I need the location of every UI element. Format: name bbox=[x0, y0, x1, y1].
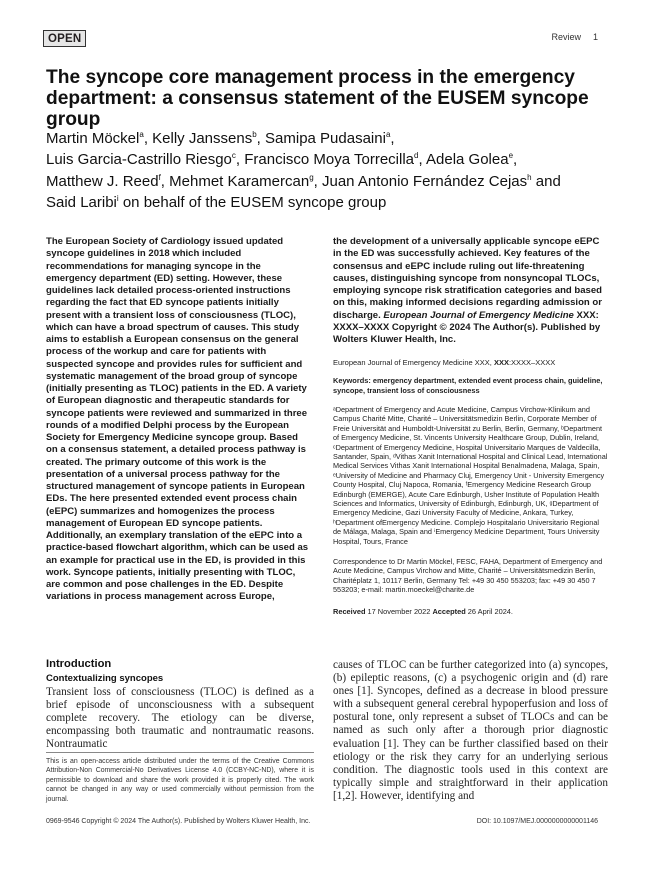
accepted-label: Accepted bbox=[432, 607, 466, 616]
abstract-text-continued bbox=[333, 236, 607, 346]
author-affiliation-mark: a bbox=[385, 130, 391, 139]
citation-text: XXX, bbox=[472, 358, 494, 367]
author-affiliation-mark: h bbox=[527, 172, 532, 182]
article-title: The syncope core management process in the emergency department: a consensus statement of the EUSEM syncope group bbox=[46, 67, 589, 130]
author-name: Kelly Janssens bbox=[152, 130, 253, 147]
author-separator: , bbox=[513, 151, 518, 169]
author-name: Juan Antonio Fernández Cejas bbox=[322, 172, 528, 190]
correspondence: Correspondence to Dr Martin Möckel, FESC, FAHA, Department of Emergency and Acute Medicine, Campus Virchow and Mitte, Charité – Universitätsmedizin Berlin, Charitéplatz 1, 10117 Berlin, Germany Tel: +49 30 450 553203; fax: +49 30 450 7 553203; e-mail: martin.moeckel@charite.de bbox=[333, 557, 603, 595]
author-separator: , bbox=[418, 151, 426, 169]
section-heading: Introduction bbox=[46, 658, 112, 670]
copyright-text: XXX: XXXX–XXXX Copyright © 2024 The Author(s). Published by Wolters Kluwer Health, Inc. bbox=[333, 309, 601, 345]
affiliations: ᵃDepartment of Emergency and Acute Medicine, Campus Virchow-Klinikum and Campus Charité Mitte, Charité – Universitätsmedizin Berlin, Corporate Member of Freie Universität and Humboldt-Universität zu Berlin, Berlin, Germany, ᵇDepartment of Emergency Medicine, St. Vincents University Healthcare Group, Dublin, Ireland, ᶜDepartment of Emergency Medicine, Hospital Universitario Marques de Valdecilla, Santander, Spain, ᵈVithas Xanit International Hospital and Clinical Lead, International Medical Services Vithas Xanit International Hospital Benalmadena, Malaga, Spain, ᵉUniversity of Medicine and Pharmacy Cluj, Emergency Unit - University Emergency County Hospital, Cluj Napoca, Romania, ᶠEmergency Medicine Research Group Edinburgh (EMERGE), Acute Care Edinburgh, Usher Institute of Population Health Sciences and Informatics, University of Edinburgh, Edinburgh, UK, ᵍDepartment of Emergency Medicine, Gazi University Faculty of Medicine, Ankara, Turkey, ʰDepartment ofEmergency Medicine. Complejo Hospitalario Universitario Regional de Málaga, Malaga, Spain and ⁱEmergency Medicine Department, Tours University Hospital, Tours, France bbox=[333, 405, 608, 546]
abstract-text: the development of a universally applicable syncope eEPC in the ED was successfully achieved. Key features of the consensus and eEPC include ruling out life-threatening causes, distinguishing syncope from nonsyncopal TLOCs, employing syncope risk stratification categories and based on this, making informed decisions regarding admission or discharge. bbox=[333, 236, 602, 321]
author-name: Luis Garcia-Castrillo Riesgo bbox=[46, 151, 232, 169]
author-affiliation-mark: i bbox=[116, 193, 119, 203]
body-text-column-1: Transient loss of consciousness (TLOC) is defined as a brief episode of unconsciousness with a subsequent complete recovery. The etiology can be diverse, encompassing both traumatic and nontraumatic reasons. Nontraumatic bbox=[46, 686, 314, 751]
author-separator: , bbox=[235, 151, 245, 169]
author-separator: on behalf of the EUSEM syncope group bbox=[118, 193, 387, 211]
author-name: Matthew J. Reed bbox=[46, 172, 159, 190]
subsection-heading: Contextualizing syncopes bbox=[46, 673, 164, 684]
license-notice: This is an open-access article distributed under the terms of the Creative Commons Attribution-Non Commercial-No Derivatives License 4.0 (CCBY-NC-ND), where it is permissible to download and share the work provided it is properly cited. The work cannot be changed in any way or used commercially without permission from the journal. bbox=[46, 758, 314, 803]
author-separator: , bbox=[313, 172, 322, 190]
running-header bbox=[551, 32, 598, 42]
section-label: Review bbox=[551, 32, 581, 42]
footer-copyright: 0969-9546 Copyright © 2024 The Author(s). Published by Wolters Kluwer Health, Inc. bbox=[46, 818, 311, 825]
author-list bbox=[46, 128, 621, 213]
open-access-badge: OPEN bbox=[43, 30, 86, 47]
author-affiliation-mark: b bbox=[252, 130, 257, 139]
author-affiliation-mark: a bbox=[139, 130, 144, 139]
page-number: 1 bbox=[592, 32, 598, 42]
author-name: Martin Möckel bbox=[46, 130, 140, 147]
keywords: Keywords: emergency department, extended event process chain, guideline, syncope, transient loss of consciousness bbox=[333, 376, 603, 395]
abstract-column-2 bbox=[333, 236, 607, 346]
footnote-divider bbox=[46, 752, 314, 753]
author-name: Samipa Pudasaini bbox=[265, 130, 386, 147]
abstract-text: The European Society of Cardiology issued updated syncope guidelines in 2018 which included recommendations for managing syncope in the emergency department (ED) setting. However, these guidelines lack detailed process-oriented instructions regarding the fact that ED syncope patients initially present with a transient loss of consciousness (TLOC), which can have a broad spectrum of causes. This study aims to establish a European consensus on the general process of the workup and care for patients with suspected syncope and provides rules for sufficient and systematic management of the broad group of syncope (initially presenting as TLOC) patients in the ED. A variety of European diagnostic and therapeutic standards for syncope patients were reviewed and summarized in three rounds of a modified Delphi process by the European Society for Emergency Medicine syncope group. Based on a consensus statement, a detailed process pathway is created. The primary outcome of this work is the presentation of a universal process pathway for the structured management of syncope patients in European EDs. The here presented extended event process chain (eEPC) summarizes and homogenizes the process management of European ED syncope patients. Additionally, an exemplary translation of the eEPC into a practice-based flowchart algorithm, which can be used as an example for practical use in the ED, is provided in this work. Syncope patients, initially presenting with TLOC, are common and pose challenges in the ED. Despite variations in process management across Europe, bbox=[46, 236, 309, 603]
author-affiliation-mark: d bbox=[414, 151, 419, 161]
author-separator: , bbox=[390, 130, 395, 147]
author-name: Francisco Moya Torrecilla bbox=[244, 151, 415, 169]
accepted-date: 26 April 2024. bbox=[465, 607, 513, 616]
author-affiliation-mark: f bbox=[158, 172, 161, 182]
author-separator: and bbox=[531, 172, 561, 190]
body-text-column-2: causes of TLOC can be further categorized into (a) syncopes, (b) epileptic reasons, (c) a psychogenic origin and (d) rare ones [1]. Syncopes, defined as a decrease in blood pressure with a subsequent general cerebral hypoperfusion and loss of postural tone, only represent a subset of TLOCs and can be named as such only after a thorough prior diagnostic evaluation [1]. They can be further classified based on their etiology or the risk they carry for an underlying serious condition. The diagnostic tools used in this context are typically simple and straightforward in their application [1,2]. However, identifying and bbox=[333, 659, 608, 802]
author-name: Adela Golea bbox=[426, 151, 509, 169]
citation-volume: XXX bbox=[493, 358, 509, 367]
citation-pages: :XXXX–XXXX bbox=[508, 358, 556, 367]
journal-name: European Journal of Emergency Medicine bbox=[383, 309, 574, 321]
author-separator: , bbox=[256, 130, 266, 147]
footer-doi: DOI: 10.1097/MEJ.0000000000001146 bbox=[476, 818, 598, 825]
abstract-column-1 bbox=[46, 236, 312, 604]
author-name: Mehmet Karamercan bbox=[169, 172, 310, 190]
author-affiliation-mark: g bbox=[309, 172, 314, 182]
received-date: 17 November 2022 bbox=[365, 607, 433, 616]
author-name: Said Laribi bbox=[46, 193, 117, 211]
citation-line bbox=[333, 358, 555, 367]
received-accepted-dates bbox=[333, 607, 513, 616]
author-separator: , bbox=[160, 172, 170, 190]
received-label: Received bbox=[333, 607, 366, 616]
author-affiliation-mark: c bbox=[231, 151, 236, 161]
citation-journal: European Journal of Emergency Medicine bbox=[333, 358, 473, 367]
author-affiliation-mark: e bbox=[508, 151, 514, 161]
author-separator: , bbox=[143, 130, 153, 147]
